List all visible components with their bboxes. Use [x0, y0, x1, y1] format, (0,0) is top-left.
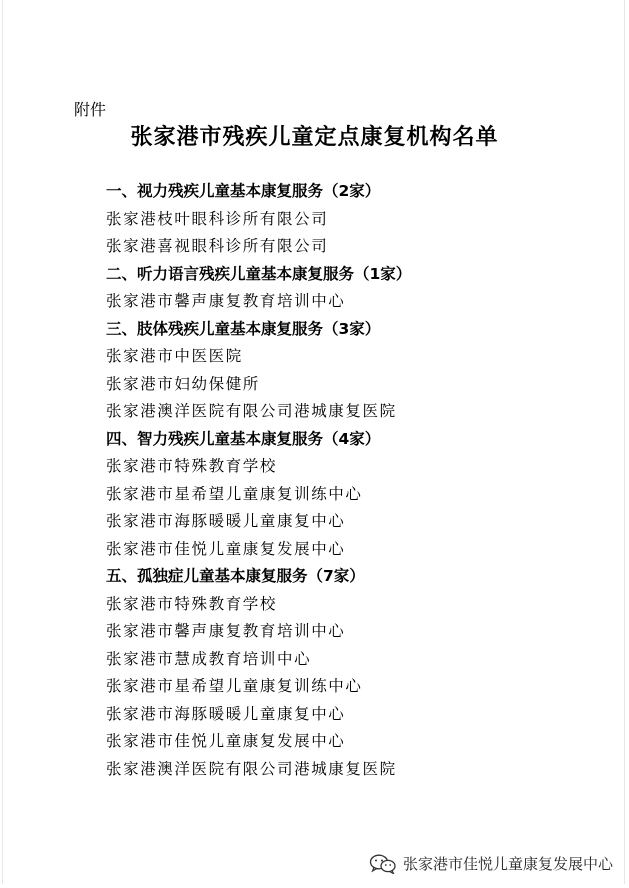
- list-item: 张家港市馨声康复教育培训中心: [106, 292, 346, 310]
- list-item: 张家港市星希望儿童康复训练中心: [106, 677, 363, 695]
- section-heading-hearing: 二、听力语言残疾儿童基本康复服务（1家）: [106, 264, 412, 283]
- watermark-text: 张家港市佳悦儿童康复发展中心: [402, 855, 613, 873]
- section-heading-intellectual: 四、智力残疾儿童基本康复服务（4家）: [106, 429, 381, 448]
- section-heading-vision: 一、视力残疾儿童基本康复服务（2家）: [106, 182, 381, 200]
- list-item: 张家港市慧成教育培训中心: [106, 649, 312, 668]
- document-title: 张家港市残疾儿童定点康复机构名单: [130, 124, 499, 150]
- section-heading-autism: 五、孤独症儿童基本康复服务（7家）: [106, 567, 365, 585]
- list-item: 张家港市佳悦儿童康复发展中心: [106, 732, 346, 750]
- institution-list: [106, 178, 411, 783]
- wechat-icon: [369, 854, 397, 874]
- list-item: 张家港市特殊教育学校: [106, 594, 278, 613]
- list-item: 张家港澳洋医院有限公司港城康复医院: [106, 402, 397, 420]
- section-heading-physical: 三、肢体残疾儿童基本康复服务（3家）: [106, 319, 381, 338]
- list-item: 张家港枝叶眼科诊所有限公司: [106, 209, 329, 228]
- list-item: 张家港市星希望儿童康复训练中心: [106, 484, 363, 503]
- list-item: 张家港市海豚暖暖儿童康复中心: [106, 512, 346, 530]
- list-item: 张家港市中医医院: [106, 347, 243, 365]
- list-item: 张家港市佳悦儿童康复发展中心: [106, 539, 346, 558]
- list-item: 张家港市特殊教育学校: [106, 457, 278, 475]
- wechat-watermark: [369, 853, 613, 874]
- list-item: 张家港澳洋医院有限公司港城康复医院: [106, 759, 397, 778]
- list-item: 张家港市馨声康复教育培训中心: [106, 622, 346, 640]
- list-item: 张家港市海豚暖暖儿童康复中心: [106, 704, 346, 723]
- attachment-label: 附件: [74, 100, 107, 119]
- list-item: 张家港喜视眼科诊所有限公司: [106, 237, 329, 255]
- list-item: 张家港市妇幼保健所: [106, 374, 260, 393]
